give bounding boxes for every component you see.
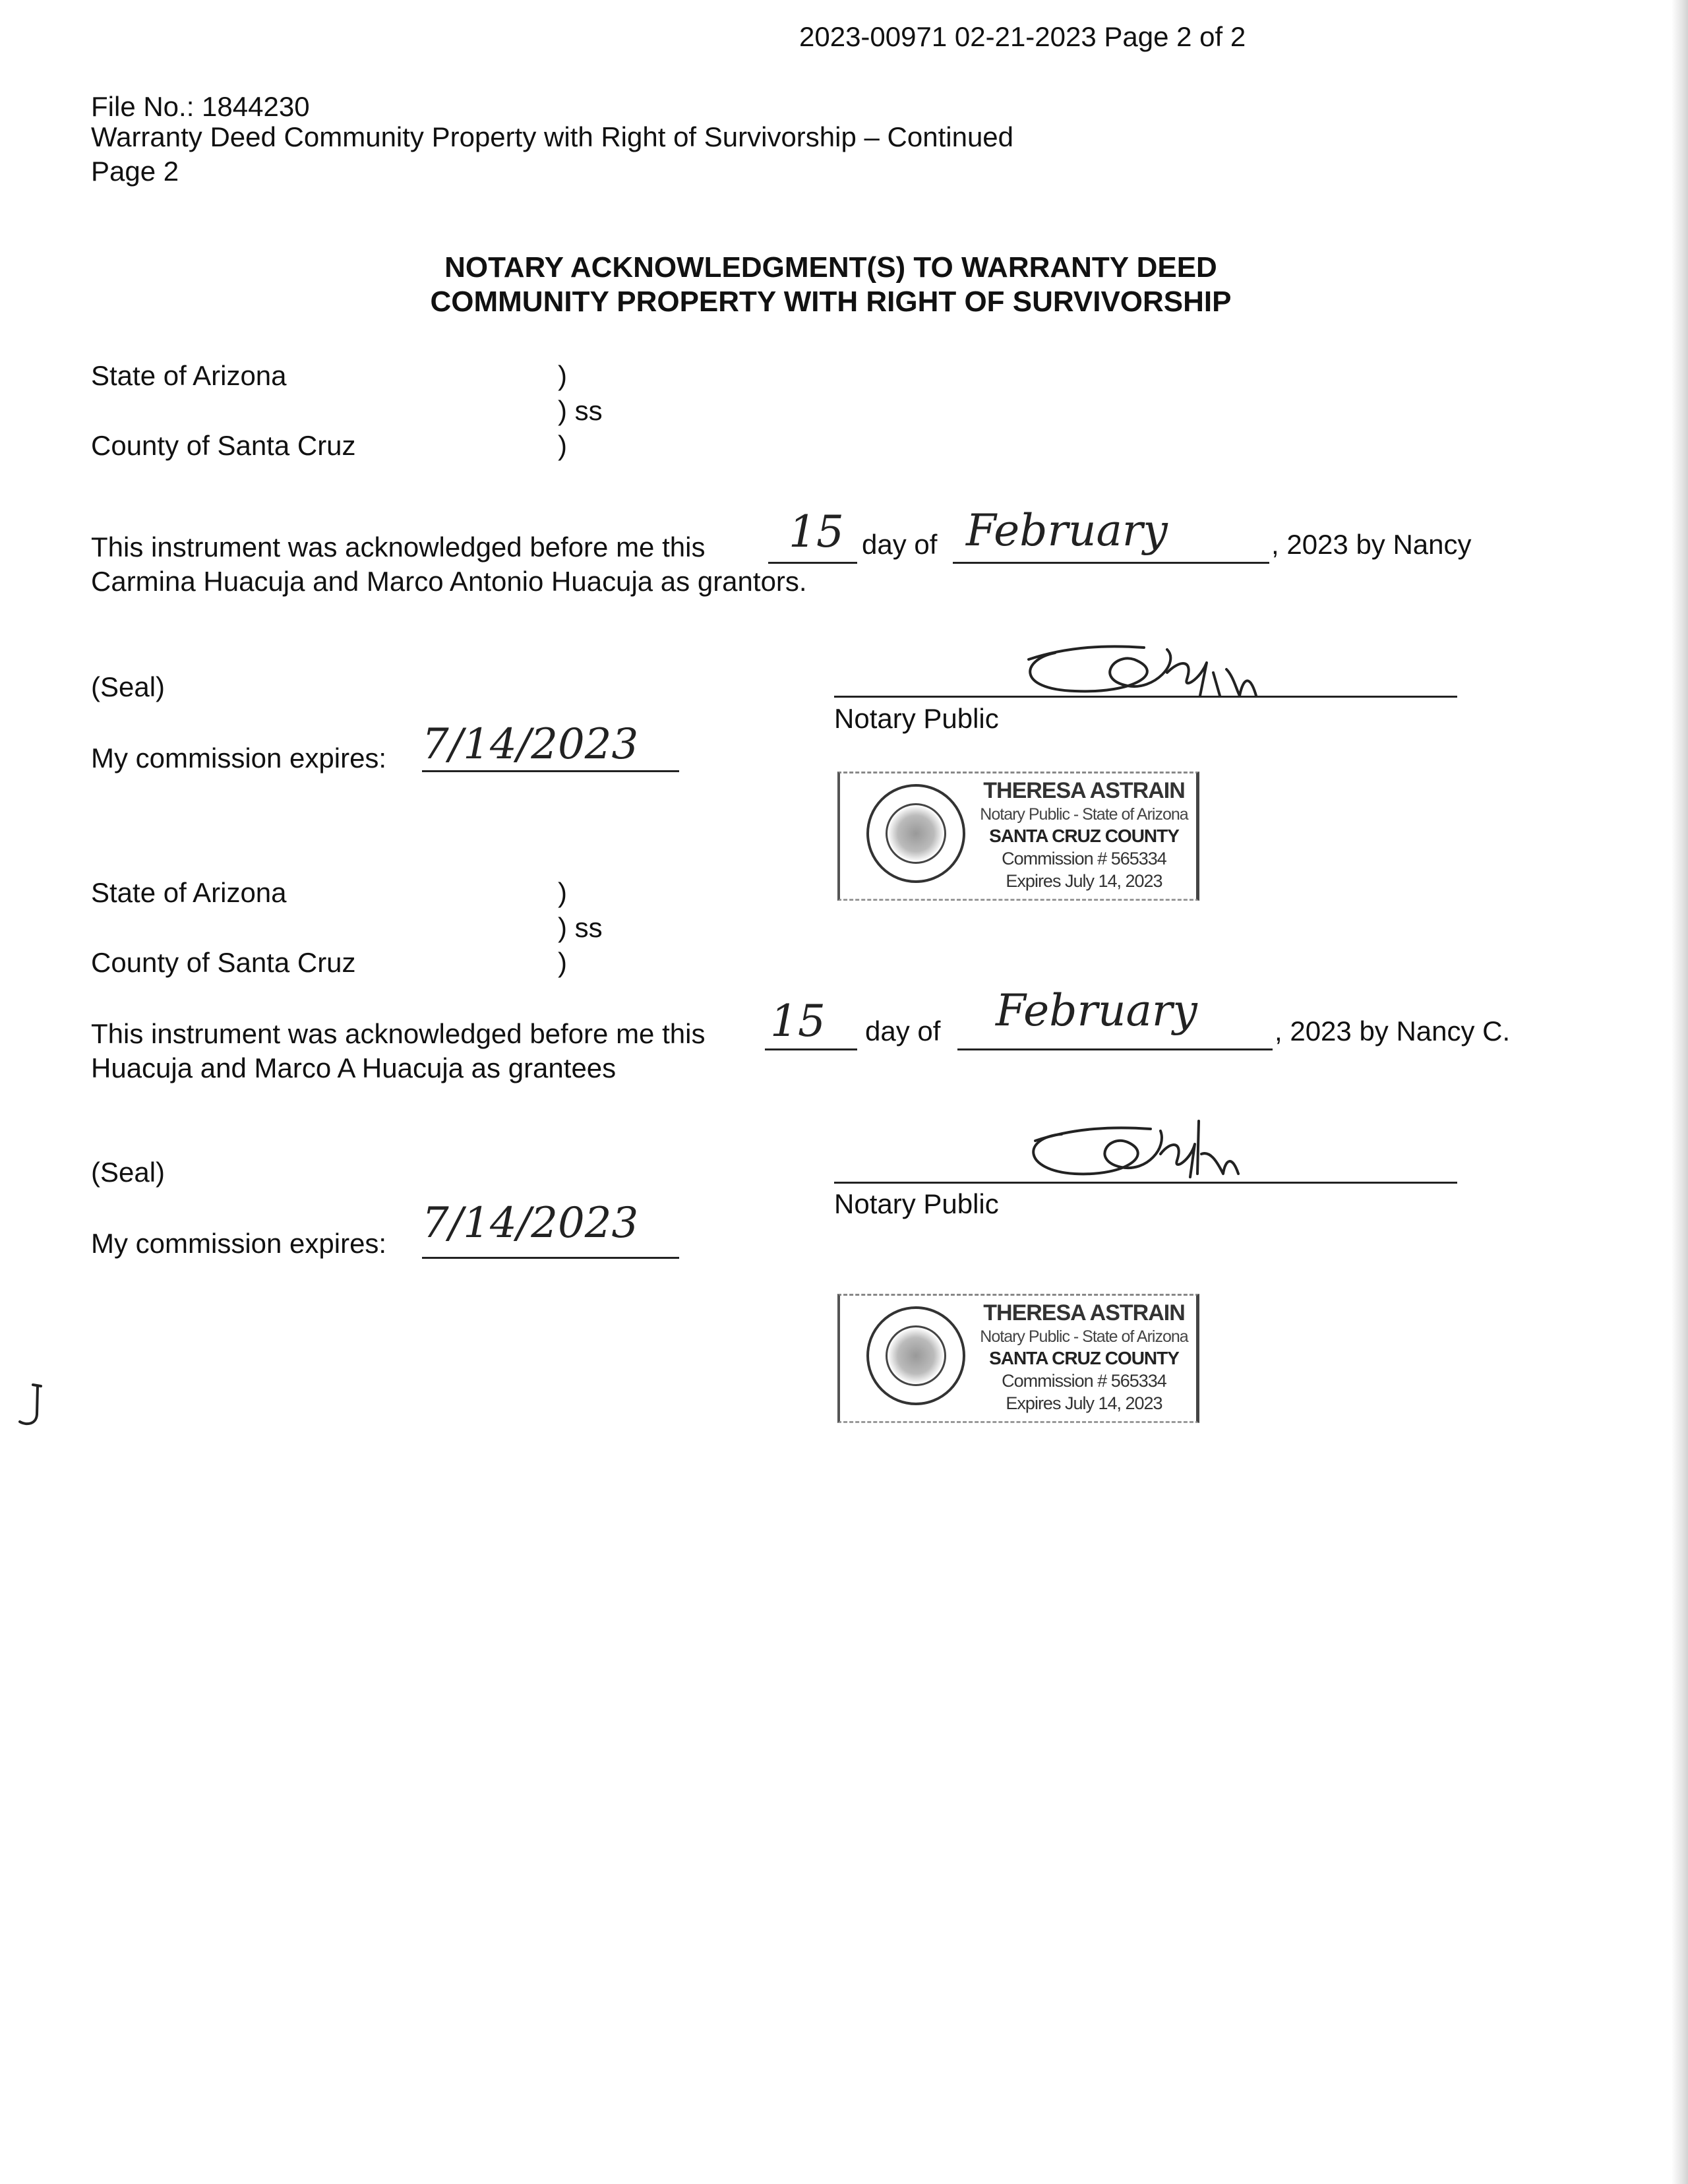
notary-signature	[1002, 1108, 1253, 1187]
stamp-county: SANTA CRUZ COUNTY	[989, 826, 1179, 846]
day-of-label: day of	[865, 1016, 941, 1046]
commission-blank-line	[422, 1257, 679, 1259]
acknowledgment-sentence-end: , 2023 by Nancy C.	[1275, 1016, 1511, 1046]
margin-mark	[7, 1378, 53, 1438]
venue-state: State of Arizona	[91, 360, 287, 391]
day-blank-line	[765, 1048, 857, 1050]
commission-expires-handwritten: 7/14/2023	[422, 720, 639, 769]
state-seal-icon	[866, 1306, 965, 1405]
notary-stamp	[837, 1294, 1199, 1423]
stamp-county: SANTA CRUZ COUNTY	[989, 1348, 1179, 1368]
page-title-line2: COMMUNITY PROPERTY WITH RIGHT OF SURVIVORSHIP	[430, 286, 1232, 318]
commission-blank-line	[422, 770, 679, 772]
acknowledgment-sentence-line2: Carmina Huacuja and Marco Antonio Huacuja as grantors.	[91, 566, 807, 597]
stamp-notary-title: Notary Public - State of Arizona	[980, 1327, 1188, 1346]
venue-state: State of Arizona	[91, 877, 287, 908]
venue-ss: ) ss	[558, 912, 603, 943]
venue-paren-top: )	[558, 360, 567, 391]
acknowledgment-sentence-start: This instrument was acknowledged before me this	[91, 1018, 706, 1049]
acknowledgment-sentence-line2: Huacuja and Marco A Huacuja as grantees	[91, 1052, 617, 1083]
page-label: Page 2	[91, 156, 179, 187]
venue-county: County of Santa Cruz	[91, 430, 356, 461]
venue-paren-top: )	[558, 877, 567, 908]
day-handwritten: 15	[770, 996, 826, 1046]
notary-signature	[1002, 633, 1279, 706]
venue-county: County of Santa Cruz	[91, 947, 356, 978]
stamp-notary-title: Notary Public - State of Arizona	[980, 805, 1188, 824]
state-seal-icon	[866, 784, 965, 883]
recording-header: 2023-00971 02-21-2023 Page 2 of 2	[799, 21, 1246, 52]
acknowledgment-sentence-start: This instrument was acknowledged before me this	[91, 531, 706, 562]
scan-edge-shadow	[1672, 0, 1688, 2184]
stamp-notary-name: THERESA ASTRAIN	[983, 1300, 1185, 1325]
day-blank-line	[768, 562, 857, 564]
file-number: File No.: 1844230	[91, 91, 310, 122]
commission-expires-label: My commission expires:	[91, 743, 387, 774]
notary-public-label: Notary Public	[834, 703, 999, 734]
stamp-expires: Expires July 14, 2023	[1006, 871, 1162, 891]
seal-label: (Seal)	[91, 671, 166, 702]
commission-expires-label: My commission expires:	[91, 1228, 387, 1259]
month-blank-line	[953, 562, 1269, 564]
venue-paren-bottom: )	[558, 430, 567, 461]
document-subtitle: Warranty Deed Community Property with Right of Survivorship – Continued	[91, 121, 1014, 152]
seal-label: (Seal)	[91, 1157, 166, 1188]
page-title	[0, 251, 1662, 319]
notary-public-label: Notary Public	[834, 1188, 999, 1219]
venue-ss: ) ss	[558, 395, 603, 426]
month-handwritten: February	[996, 985, 1197, 1036]
day-handwritten: 15	[789, 506, 844, 557]
stamp-commission: Commission # 565334	[1002, 849, 1166, 868]
stamp-commission: Commission # 565334	[1002, 1371, 1166, 1391]
venue-paren-bottom: )	[558, 947, 567, 978]
notary-stamp	[837, 772, 1199, 901]
commission-expires-handwritten: 7/14/2023	[422, 1199, 639, 1248]
stamp-expires: Expires July 14, 2023	[1006, 1393, 1162, 1413]
month-blank-line	[957, 1048, 1273, 1050]
day-of-label: day of	[862, 529, 938, 560]
month-handwritten: February	[966, 505, 1168, 556]
page-title-line1: NOTARY ACKNOWLEDGMENT(S) TO WARRANTY DEED	[444, 251, 1217, 284]
stamp-notary-name: THERESA ASTRAIN	[983, 778, 1185, 803]
acknowledgment-sentence-end: , 2023 by Nancy	[1271, 529, 1472, 560]
